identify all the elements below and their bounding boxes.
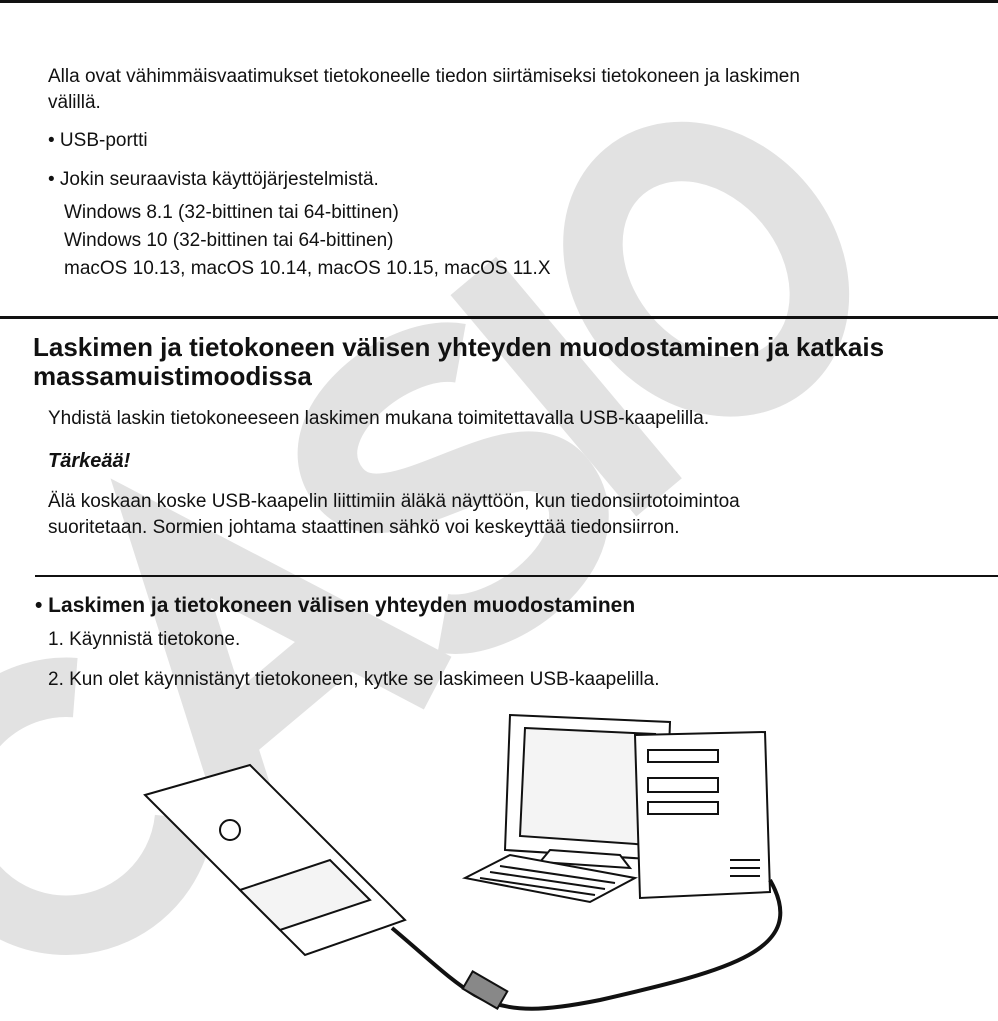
- step-2: 2. Kun olet käynnistänyt tietokoneen, kytke se laskimeen USB-kaapelilla.: [48, 669, 660, 690]
- calculator-icon: [145, 765, 405, 955]
- calculator-pc-connection-illustration: [130, 710, 830, 1021]
- usb-connector: [463, 971, 508, 1008]
- step-1: 1. Käynnistä tietokone.: [48, 629, 241, 650]
- subsection-title: • Laskimen ja tietokoneen välisen yhteyden muodostaminen: [35, 594, 636, 617]
- important-label: Tärkeää!: [48, 450, 131, 472]
- section-title: Laskimen ja tietokoneen välisen yhteyden muodostaminen ja katkais: [33, 332, 885, 362]
- requirements-intro: Alla ovat vähimmäisvaatimukset tietokoneelle tiedon siirtämiseksi tietokoneen ja laskimen: [48, 66, 800, 87]
- bullet-os: • Jokin seuraavista käyttöjärjestelmistä.: [48, 169, 379, 190]
- os-item: macOS 10.13, macOS 10.14, macOS 10.15, macOS 11.X: [64, 258, 551, 279]
- section-rule: [0, 316, 998, 319]
- subsection-rule: [35, 575, 998, 577]
- os-item: Windows 8.1 (32-bittinen tai 64-bittinen): [64, 202, 399, 223]
- section-title-cont: massamuistimoodissa: [33, 361, 312, 391]
- requirements-intro-cont: välillä.: [48, 92, 101, 113]
- section-intro: Yhdistä laskin tietokoneeseen laskimen mukana toimitettavalla USB-kaapelilla.: [48, 408, 710, 429]
- important-text: Älä koskaan koske USB-kaapelin liittimiin äläkä näyttöön, kun tiedonsiirtotoimintoa: [48, 491, 740, 512]
- important-text-cont: suoritetaan. Sormien johtama staattinen sähkö voi keskeyttää tiedonsiirron.: [48, 517, 680, 538]
- bullet-usb-port: • USB-portti: [48, 130, 148, 151]
- top-rule: [0, 0, 998, 3]
- os-item: Windows 10 (32-bittinen tai 64-bittinen): [64, 230, 394, 251]
- computer-tower-icon: [635, 732, 770, 898]
